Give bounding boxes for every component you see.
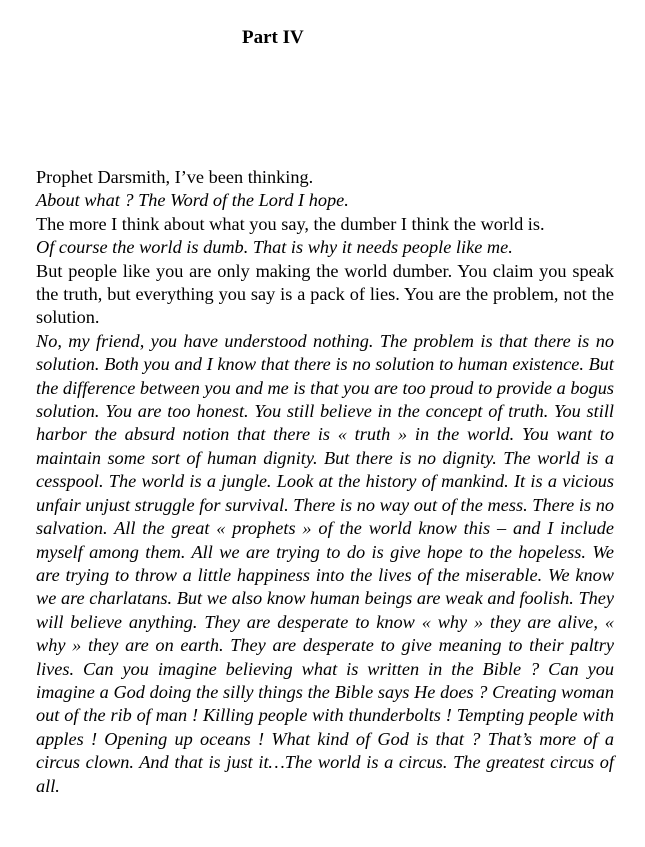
dialogue-line-visitor: The more I think about what you say, the dumber I think the world is. bbox=[36, 213, 545, 234]
dialogue-line-prophet: Of course the world is dumb. That is why it needs people like me. bbox=[36, 237, 513, 258]
dialogue-line-visitor: Prophet Darsmith, I’ve been thinking. bbox=[36, 167, 314, 187]
dialogue-line-prophet: About what ? The Word of the Lord I hope. bbox=[36, 190, 349, 211]
dialogue-text bbox=[36, 166, 614, 798]
dialogue-line-prophet: No, my friend, you have understood nothing. The problem is that there is no solution. Both you and I know that there is no solution to human existence. But the difference between you and me is that you are too proud to provide a bogus solution. You are too honest. You still believe in the concept of truth. You still harbor the absurd notion that there is « truth » in the world. You want to maintain some sort of human dignity. But there is no dignity. The world is a cesspool. The world is a jungle. Look at the history of mankind. It is a vicious unfair unjust struggle for survival. There is no way out of the mess. There is no salvation. All the great « prophets » of the world know this – and I include myself among them. All we are trying to do is give hope to the hopeless. We are trying to throw a little happiness into the lives of the miserable. We know we are charlatans. But we also know human beings are weak and foolish. They will believe anything. They are desperate to know « why » they are alive, « why » they are on earth. They are desperate to give meaning to their paltry lives. Can you imagine believing what is written in the Bible ? Can you imagine a God doing the silly things the Bible says He does ? Creating woman out of the rib of man ! Killing people with thunderbolts ! Tempting people with apples ! Opening up oceans ! What kind of God is that ? That’s more of a circus clown. And that is just it…The world is a circus. The greatest circus of all. bbox=[36, 330, 614, 796]
dialogue-line-visitor: But people like you are only making the world dumber. You claim you speak the truth, but everything you say is a pack of lies. You are the problem, not the solution. bbox=[36, 260, 614, 328]
part-heading: Part IV bbox=[242, 27, 304, 48]
